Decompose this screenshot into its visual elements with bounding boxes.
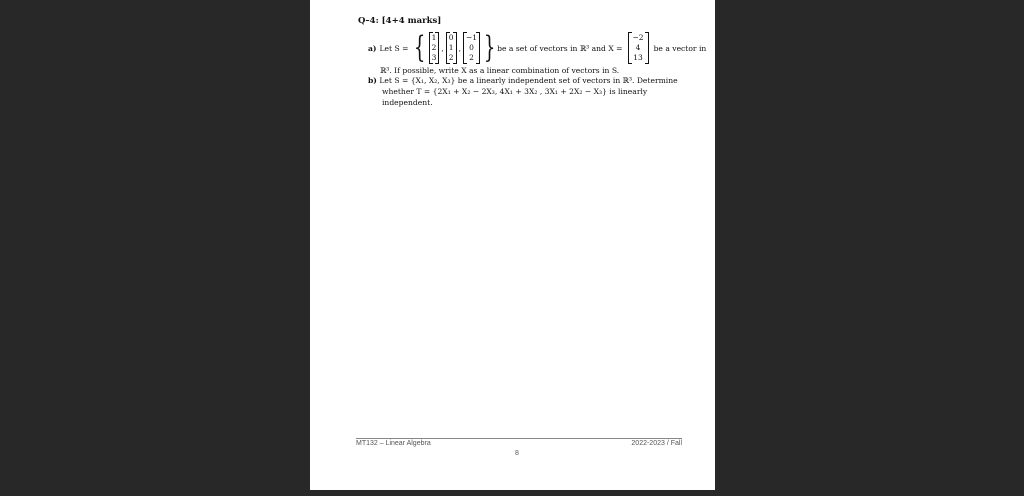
vector-1 — [429, 32, 440, 64]
vector-2 — [446, 32, 457, 64]
vector-entry: −1 — [466, 33, 478, 42]
part-b-label: b) — [368, 76, 377, 85]
left-brace-icon: { — [413, 30, 425, 65]
vector-entry: 4 — [635, 43, 641, 52]
part-a-let-s: Let S = — [379, 43, 409, 53]
page-number: 8 — [515, 450, 519, 457]
comma: , — [441, 43, 444, 53]
part-b-text-1: Let S = {X₁, X₂, X₃} be a linearly independent set of vectors in ℝ³. Determine — [379, 76, 678, 85]
vector-entry: 2 — [431, 43, 437, 52]
vector-3 — [463, 32, 480, 64]
part-a-text-end: be a vector in — [653, 43, 707, 53]
vector-entry: −2 — [632, 33, 644, 42]
question-title: Q–4: [4+4 marks] — [358, 16, 442, 26]
document-page — [310, 0, 715, 490]
part-a-set-row — [368, 30, 706, 66]
part-b-line-1 — [368, 76, 678, 86]
part-b-line-2: whether T = {2X₁ + X₂ − 2X₃, 4X₁ + 3X₂ , 3X₁ + 2X₂ − X₃} is linearly — [382, 87, 648, 96]
vector-entry: 1 — [448, 43, 454, 52]
part-a-label: a) — [368, 43, 377, 53]
part-a-text-mid: be a set of vectors in ℝ³ and X = — [497, 43, 623, 53]
comma: , — [458, 43, 461, 53]
vector-entry: 13 — [633, 53, 643, 62]
vector-entry: 2 — [448, 53, 454, 62]
vector-entry: 3 — [431, 53, 437, 62]
vector-entry: 0 — [448, 33, 454, 42]
footer-course: MT132 – Linear Algebra — [356, 440, 431, 447]
part-b-line-3: independent. — [382, 98, 433, 107]
vector-entry: 0 — [469, 43, 474, 52]
vector-entry: 2 — [469, 53, 474, 62]
part-a-line-2: ℝ³. If possible, write X as a linear combination of vectors in S. — [380, 66, 620, 75]
footer-divider — [356, 438, 682, 439]
x-vector — [628, 32, 649, 64]
footer-term: 2022-2023 / Fall — [631, 440, 682, 447]
right-brace-icon: } — [483, 30, 496, 65]
vector-entry: 1 — [431, 33, 437, 42]
